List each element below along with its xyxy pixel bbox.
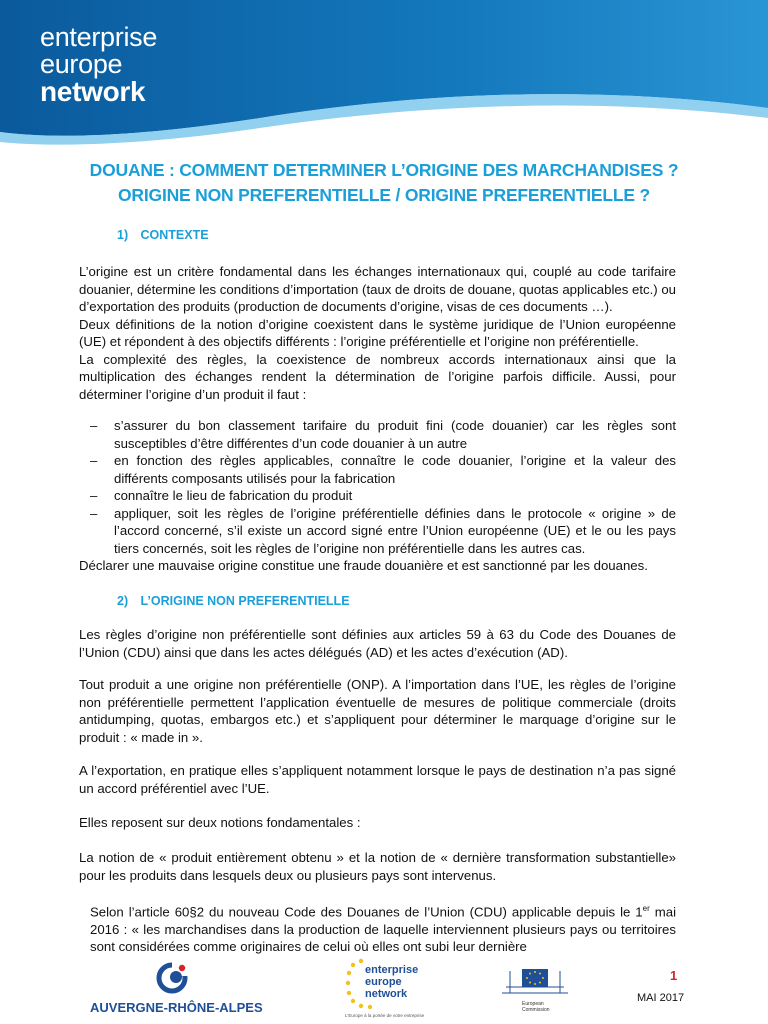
quote-text-start: Selon l’article 60§2 du nouveau Code des Douanes de l’Union (CDU) applicable depuis le 1 [90, 904, 643, 920]
section-number: 2) [117, 594, 129, 608]
een-logo [40, 24, 157, 105]
logo-line-europe: europe [40, 49, 123, 79]
paragraph: Déclarer une mauvaise origine constitue une fraude douanière et est sanctionné par les douanes. [79, 558, 648, 573]
header-banner [0, 0, 768, 150]
section-heading-origine-non-preferentielle [117, 594, 350, 608]
dash-bullet: – [90, 505, 98, 521]
section-heading-contexte [117, 228, 209, 242]
list-item-text: connaître le lieu de fabrication du produit [114, 488, 353, 503]
ec-label [522, 1001, 550, 1013]
een-footer-line2: europe [365, 976, 402, 988]
list-item [90, 505, 676, 558]
dash-bullet: – [90, 453, 98, 468]
paragraph: L’origine est un critère fondamental dans les échanges internationaux qui, couplé au code tarifaire douanier, détermine les conditions d’importation (taux de droits de douane, quotas applicables etc.) ou d’exportation des produits (production de documents d’origine, visas de ces documents …). [79, 264, 676, 314]
dash-bullet: – [90, 418, 98, 433]
section-number: 1) [117, 228, 129, 242]
paragraph: La notion de « produit entièrement obtenu » et la notion de « dernière transformation substantielle» pour les produits dans lesquels deux ou plusieurs pays sont intervenus. [79, 850, 676, 883]
section-title: L’ORIGINE NON PREFERENTIELLE [140, 594, 350, 608]
logo-line-enterprise: enterprise [40, 22, 158, 52]
list-item-text: s’assurer du bon classement tarifaire du produit fini (code douanier) car les règles sont susceptibles d’être différentes d’un code douanier à un autre [114, 418, 676, 451]
context-block [79, 263, 676, 403]
een-footer-logo [345, 955, 435, 1020]
dash-bullet: – [90, 488, 98, 503]
paragraph: A l’exportation, en pratique elles s’appliquent notamment lorsque le pays de destination n’a pas signé un accord préférentiel avec l’UE. [79, 763, 676, 796]
section-title: CONTEXTE [140, 228, 209, 242]
quote-text-end: mai 2016 : « les marchandises dans la production de laquelle interviennent plusieurs pays ou territoires sont considérées comme originaires de celui où elles ont subi leur dernière [90, 904, 676, 955]
list-item-text: appliquer, soit les règles de l’origine préférentielle définies dans le protocole « origine » de l’accord concerné, s’il existe un accord signé entre l’Union européenne (UE) et le ou les pays tiers concernés, soit les règles de l’origine non préférentielle dans les autres cas. [114, 505, 676, 556]
document-date: MAI 2017 [637, 992, 685, 1004]
list-item [90, 417, 676, 452]
list-item [90, 487, 676, 505]
quote-block [90, 900, 676, 956]
een-tagline: L'Europe à la portée de votre entreprise [345, 1013, 425, 1018]
superscript: er [642, 904, 650, 913]
ec-label-line2: Commission [522, 1007, 550, 1013]
list-item-text: en fonction des règles applicables, connaître le code douanier, l’origine et la valeur des différents composants utilisés pour la fabrication [114, 453, 676, 486]
auvergne-rhone-alpes-logo [90, 960, 263, 1020]
paragraph: Deux définitions de la notion d’origine coexistent dans le système juridique de l’Union européenne (UE) et répondent à des objectifs différents : l’origine préférentielle et l’origine non préférentielle. [79, 316, 676, 349]
document-title-line2: ORIGINE NON PREFERENTIELLE / ORIGINE PREFERENTIELLE ? [118, 185, 650, 205]
region-name: AUVERGNE-RHÔNE-ALPES [90, 1000, 263, 1015]
bullet-list [90, 417, 676, 557]
document-title-line1: DOUANE : COMMENT DETERMINER L’ORIGINE DES MARCHANDISES ? [89, 160, 679, 180]
een-footer-line3: network [365, 988, 408, 1000]
page-number: 1 [670, 968, 678, 983]
european-commission-logo [500, 963, 570, 1019]
logo-line-network: network [40, 76, 146, 107]
een-footer-line1: enterprise [365, 964, 419, 976]
ec-label-line1: European [522, 1001, 544, 1007]
paragraph: La complexité des règles, la coexistence de nombreux accords internationaux ainsi que la multiplication des échanges rendent la détermination de l’origine parfois difficile. Aussi, pour déterminer l’origine d’un produit il faut : [79, 351, 676, 402]
ara-emblem-icon [90, 960, 250, 1000]
paragraph: Elles reposent sur deux notions fondamentales : [79, 815, 361, 830]
paragraph: Les règles d’origine non préférentielle sont définies aux articles 59 à 63 du Code des Douanes de l’Union (CDU) ainsi que dans les actes délégués (AD) et les actes d’exécution (AD). [79, 627, 676, 660]
european-commission-emblem-icon [500, 963, 570, 999]
list-item [90, 452, 676, 487]
paragraph: Tout produit a une origine non préférentielle (ONP). A l’importation dans l’UE, les règles de l’origine non préférentielle permettent l’application éventuelle de mesures de politique commerciale (droits antidumping, quotas, embargos etc.) et s’appliquent pour déterminer le marquage d’origine sur le produit : « made in ». [79, 677, 676, 745]
